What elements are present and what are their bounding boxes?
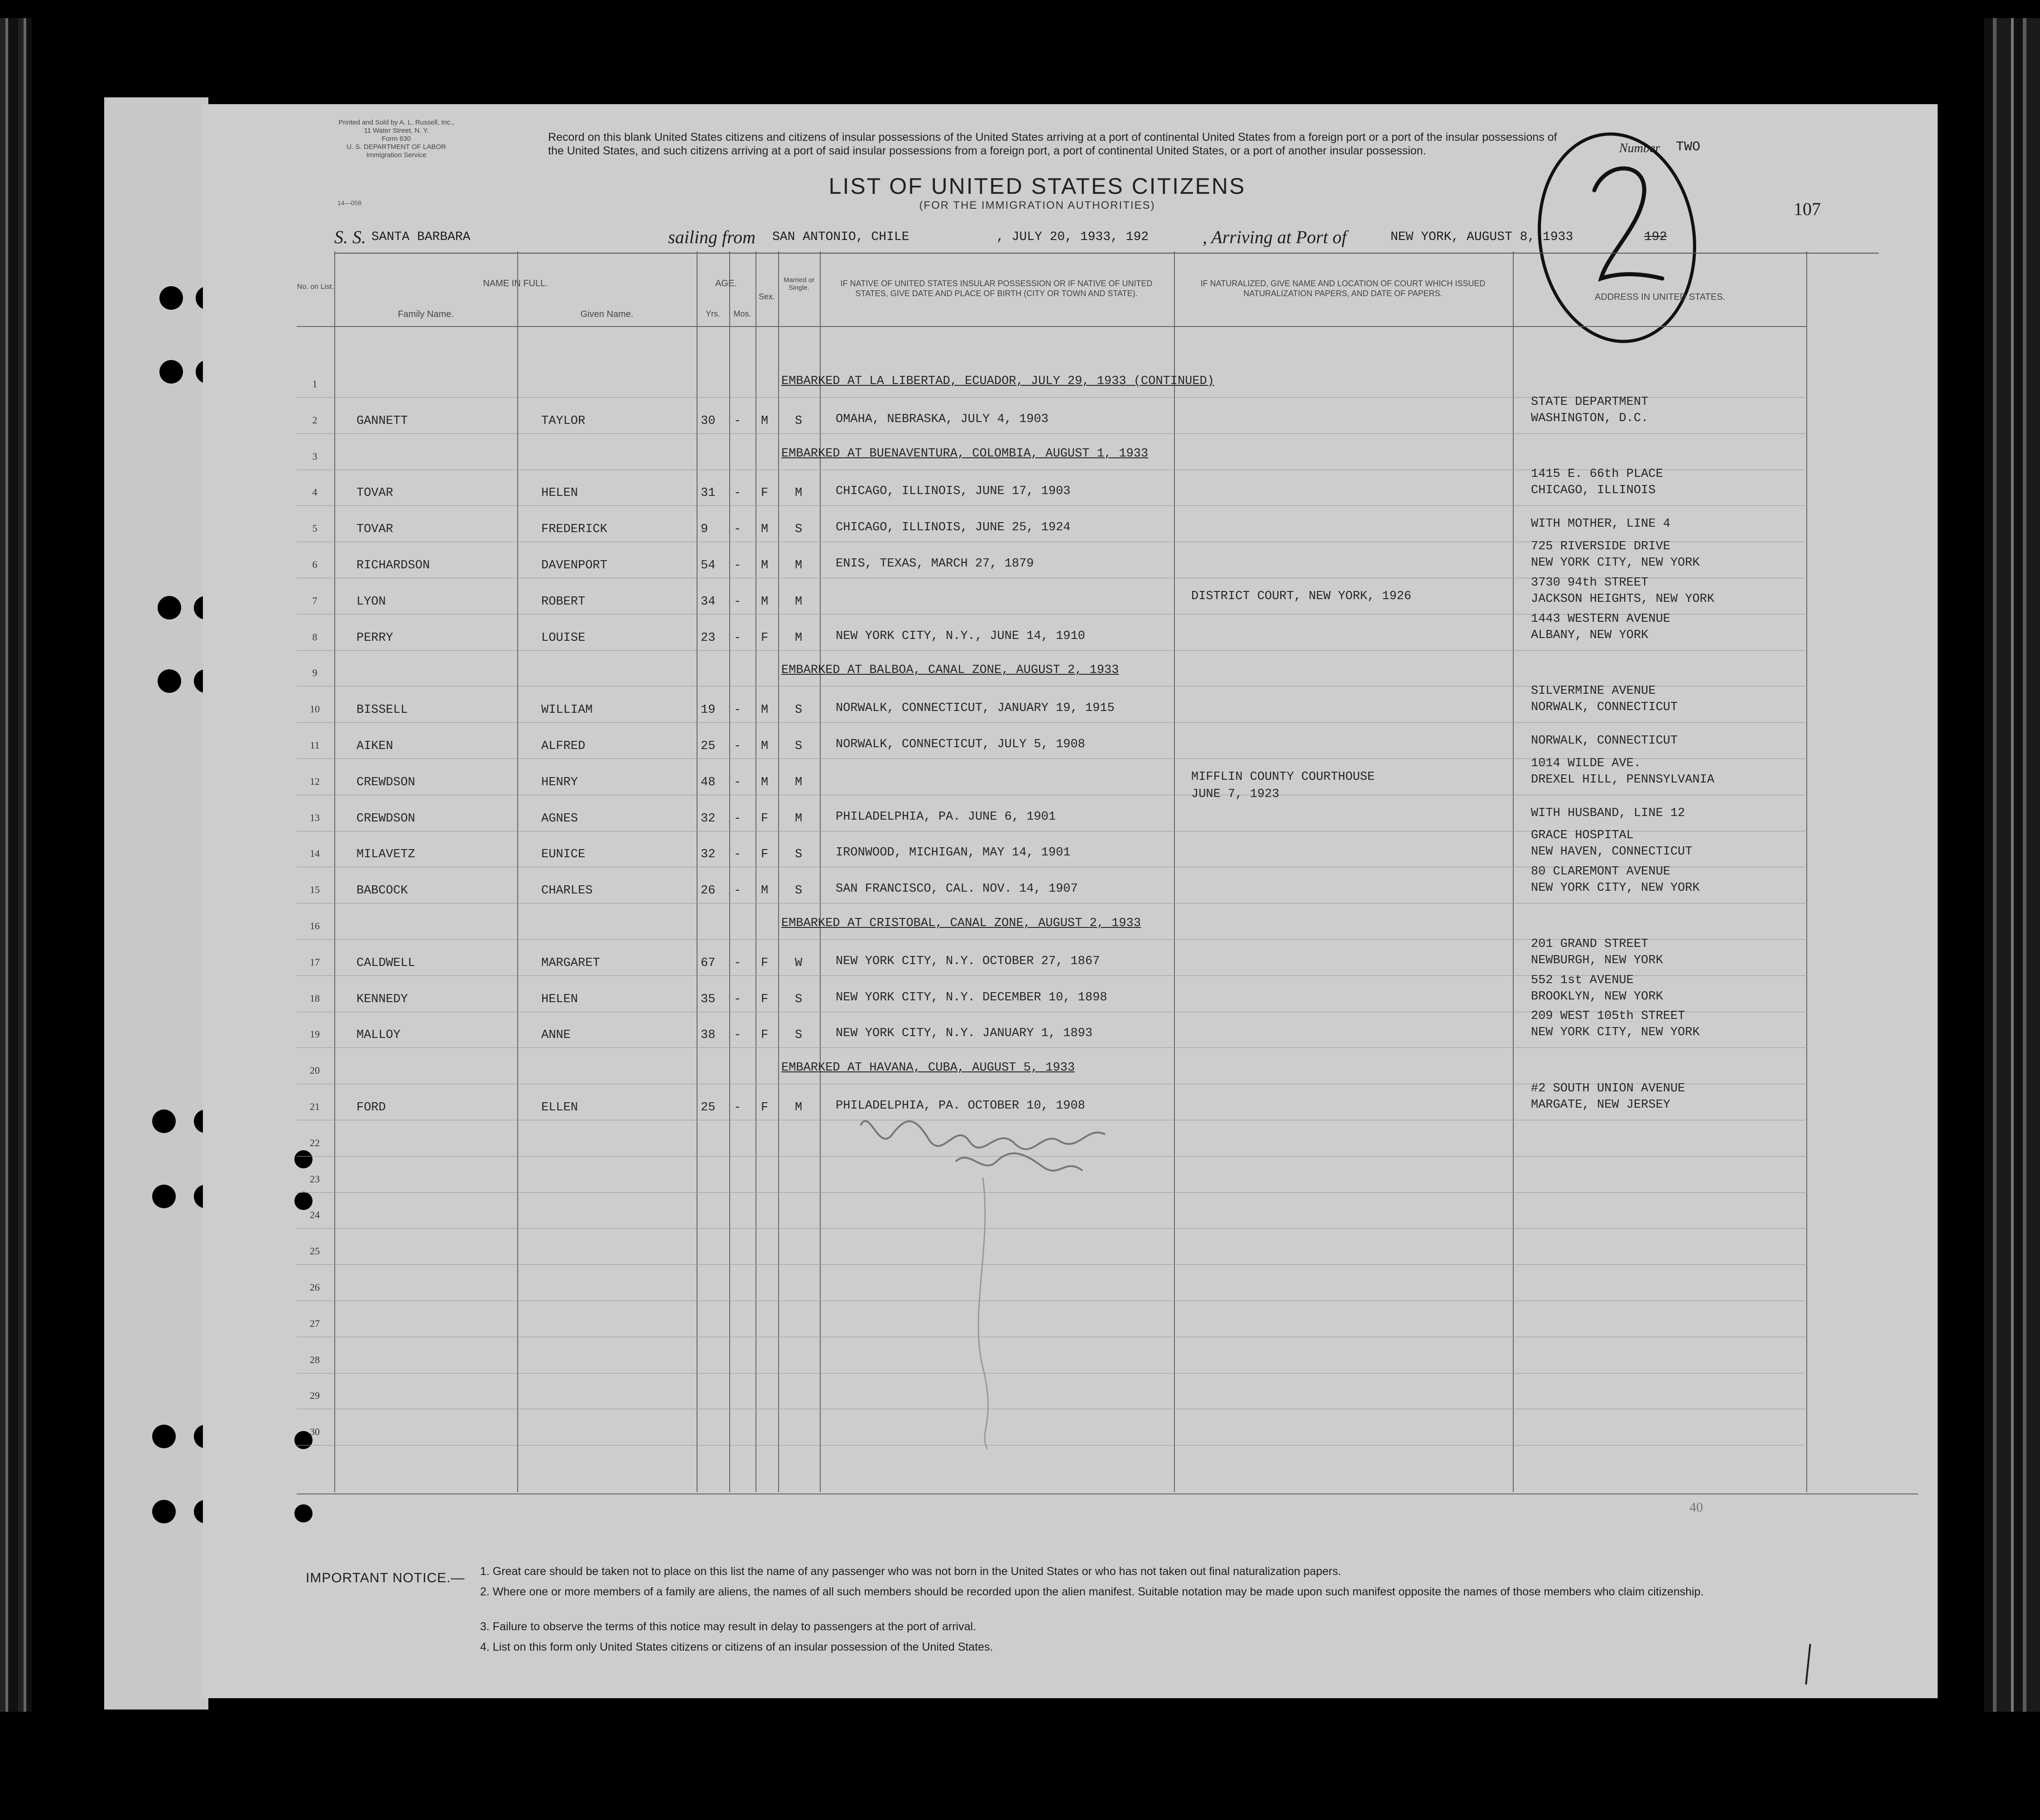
line-number: 6: [312, 559, 318, 570]
line-number: 7: [312, 595, 318, 606]
us-address: WITH MOTHER, LINE 4: [1531, 517, 1670, 531]
section-heading: EMBARKED AT BALBOA, CANAL ZONE, AUGUST 2, 1933: [781, 663, 1119, 677]
notice-item: 3. Failure to observe the terms of this notice may result in delay to passengers at the port of arrival.: [480, 1620, 976, 1633]
sex: F: [761, 631, 769, 645]
family-name: CREWDSON: [356, 812, 415, 826]
col-header-yrs: Yrs.: [705, 309, 720, 318]
family-name: MALLOY: [356, 1028, 401, 1042]
page-number: 107: [1794, 199, 1821, 219]
us-address: 209 WEST 105th STREET: [1531, 1009, 1685, 1023]
family-name: AIKEN: [356, 740, 394, 753]
us-address: NEW YORK CITY, NEW YORK: [1531, 556, 1700, 570]
line-number: 18: [310, 992, 320, 1004]
family-name: KENNEDY: [356, 992, 408, 1006]
birth-place-date: NEW YORK CITY, N.Y., JUNE 14, 1910: [836, 629, 1085, 643]
line-number: 21: [310, 1101, 320, 1112]
number-value: TWO: [1676, 139, 1701, 155]
punch-hole: [159, 286, 183, 310]
sex: F: [761, 812, 769, 826]
line-number: 28: [310, 1354, 320, 1365]
us-address: 725 RIVERSIDE DRIVE: [1531, 540, 1670, 553]
col-header-mos: Mos.: [733, 309, 751, 318]
given-name: ROBERT: [541, 595, 586, 609]
us-address: STATE DEPARTMENT: [1531, 395, 1649, 409]
us-address: 1415 E. 66th PLACE: [1531, 467, 1663, 481]
row-rule: [297, 1192, 1807, 1193]
birth-place-date: SAN FRANCISCO, CAL. NOV. 14, 1907: [836, 882, 1078, 896]
birth-place-date: ENIS, TEXAS, MARCH 27, 1879: [836, 557, 1034, 571]
sex: F: [761, 992, 769, 1006]
marital-status: M: [795, 1101, 803, 1114]
printer-line: Immigration Service: [366, 151, 427, 159]
sex: M: [761, 703, 769, 717]
sex: M: [761, 884, 769, 898]
birth-place-date: NORWALK, CONNECTICUT, JULY 5, 1908: [836, 738, 1085, 751]
age-years: 48: [701, 775, 716, 789]
punch-hole: [152, 1185, 176, 1208]
us-address: NEWBURGH, NEW YORK: [1531, 953, 1663, 967]
us-address: NEW HAVEN, CONNECTICUT: [1531, 845, 1693, 859]
age-months: -: [734, 956, 741, 970]
birth-place-date: PHILADELPHIA, PA. OCTOBER 10, 1908: [836, 1099, 1085, 1113]
number-label: Number: [1619, 141, 1660, 155]
given-name: HELEN: [541, 486, 578, 500]
arrival-info: NEW YORK, AUGUST 8, 1933: [1390, 230, 1573, 244]
family-name: BISSELL: [356, 703, 408, 717]
row-rule: [297, 1228, 1807, 1229]
line-number: 12: [310, 775, 320, 787]
section-heading: EMBARKED AT LA LIBERTAD, ECUADOR, JULY 29, 1933 (CONTINUED): [781, 375, 1214, 388]
age-years: 38: [701, 1028, 716, 1042]
age-months: -: [734, 1028, 741, 1042]
col-header-naturalized: IF NATURALIZED, GIVE NAME AND LOCATION OF COURT WHICH ISSUED NATURALIZATION PAPERS, AND DATE OF PAPERS.: [1200, 279, 1486, 298]
given-name: MARGARET: [541, 956, 600, 970]
age-years: 25: [701, 740, 716, 753]
handwritten-signature-scribble: [852, 1098, 1150, 1189]
given-name: DAVENPORT: [541, 559, 607, 572]
age-years: 67: [701, 956, 716, 970]
page-subtitle: (FOR THE IMMIGRATION AUTHORITIES): [919, 199, 1155, 211]
family-name: CREWDSON: [356, 775, 415, 789]
birth-place-date: CHICAGO, ILLINOIS, JUNE 17, 1903: [836, 485, 1071, 499]
given-name: TAYLOR: [541, 414, 586, 428]
table-bottom-rule: [297, 1493, 1918, 1494]
us-address: WASHINGTON, D.C.: [1531, 411, 1649, 425]
marital-status: W: [795, 956, 803, 970]
us-address: 552 1st AVENUE: [1531, 973, 1634, 987]
sex: M: [761, 523, 769, 537]
notice-title: IMPORTANT NOTICE.—: [306, 1570, 465, 1585]
sex: F: [761, 486, 769, 500]
line-number: 20: [310, 1065, 320, 1076]
us-address: 1014 WILDE AVE.: [1531, 756, 1641, 770]
row-rule: [297, 505, 1807, 506]
punch-hole: [158, 669, 181, 693]
col-header-age: AGE.: [715, 279, 737, 288]
age-years: 23: [701, 631, 716, 645]
age-years: 26: [701, 884, 716, 898]
age-years: 9: [701, 523, 708, 537]
line-number: 11: [310, 740, 320, 751]
line-number: 4: [312, 486, 318, 498]
age-months: -: [734, 703, 741, 717]
col-header-no: No. on List.: [297, 283, 334, 291]
given-name: HENRY: [541, 775, 578, 789]
row-rule: [297, 1047, 1807, 1048]
form-instructions: Record on this blank United States citizens and citizens of insular possessions of the United States arriving at a port of continental United States from a foreign port or a port of the insular possessions of the United States, and such citizens arriving at a port of said insular possessions from a foreign port, a port of continental United States, or a port of another insular possession.: [548, 131, 1557, 157]
line-number: 9: [312, 667, 318, 679]
birth-place-date: NEW YORK CITY, N.Y. JANUARY 1, 1893: [836, 1027, 1093, 1041]
scan-left-edge: [0, 18, 32, 1712]
col-header-married: Married or Single.: [783, 276, 815, 292]
family-name: TOVAR: [356, 523, 394, 537]
marital-status: S: [795, 414, 803, 428]
family-name: PERRY: [356, 631, 394, 645]
arrival-year-printed: 192: [1644, 230, 1667, 244]
birth-place-date: NEW YORK CITY, N.Y. OCTOBER 27, 1867: [836, 954, 1100, 968]
line-number: 13: [310, 812, 320, 823]
given-name: CHARLES: [541, 884, 593, 898]
given-name: LOUISE: [541, 631, 586, 645]
col-header-sex: Sex.: [758, 292, 775, 301]
us-address: WITH HUSBAND, LINE 12: [1531, 806, 1685, 820]
age-years: 19: [701, 703, 716, 717]
us-address: GRACE HOSPITAL: [1531, 829, 1634, 843]
age-years: 34: [701, 595, 716, 609]
family-name: BABCOCK: [356, 884, 408, 898]
line-number: 30: [310, 1426, 320, 1438]
marital-status: S: [795, 703, 803, 717]
age-months: -: [734, 775, 741, 789]
family-name: LYON: [356, 595, 386, 609]
age-years: 31: [701, 486, 716, 500]
line-number: 19: [310, 1028, 320, 1040]
sex: F: [761, 956, 769, 970]
naturalization-court: DISTRICT COURT, NEW YORK, 1926: [1191, 589, 1412, 603]
age-months: -: [734, 1101, 741, 1114]
marital-status: M: [795, 559, 803, 572]
age-years: 35: [701, 992, 716, 1006]
row-rule: [297, 433, 1807, 434]
given-name: ALFRED: [541, 740, 586, 753]
notice-item: 2. Where one or more members of a family are aliens, the names of all such members should be recorded upon the alien manifest. Suitable notation may be made upon such manifest opposite the names of those members who claim citizenship.: [480, 1585, 1704, 1598]
line-number: 25: [310, 1245, 320, 1257]
line-number: 3: [312, 450, 318, 462]
line-number: 22: [310, 1137, 320, 1148]
line-number: 10: [310, 703, 320, 715]
marital-status: S: [795, 740, 803, 753]
age-months: -: [734, 414, 741, 428]
us-address: SILVERMINE AVENUE: [1531, 684, 1656, 698]
marital-status: M: [795, 595, 803, 609]
age-months: -: [734, 486, 741, 500]
line-number: 2: [312, 414, 318, 426]
age-years: 30: [701, 414, 716, 428]
line-number: 29: [310, 1390, 320, 1402]
naturalization-court: MIFFLIN COUNTY COURTHOUSE: [1191, 770, 1375, 784]
sail-date: , JULY 20, 1933, 192: [996, 230, 1149, 244]
us-address: BROOKLYN, NEW YORK: [1531, 989, 1663, 1004]
punch-hole: [152, 1500, 176, 1523]
age-months: -: [734, 631, 741, 645]
printer-imprint: [301, 119, 491, 159]
us-address: NORWALK, CONNECTICUT: [1531, 701, 1678, 715]
row-rule: [297, 1264, 1807, 1265]
printer-line: Printed and Sold by A. L. Russell, Inc.,: [338, 119, 454, 126]
page-title: LIST OF UNITED STATES CITIZENS: [828, 173, 1246, 199]
notice-item: 4. List on this form only United States citizens or citizens of an insular possession of the United States.: [480, 1641, 993, 1653]
birth-place-date: CHICAGO, ILLINOIS, JUNE 25, 1924: [836, 521, 1071, 535]
us-address: CHICAGO, ILLINOIS: [1531, 484, 1656, 498]
us-address: #2 SOUTH UNION AVENUE: [1531, 1082, 1685, 1095]
sex: M: [761, 595, 769, 609]
sailing-label: sailing from: [668, 227, 755, 247]
ship-name: SANTA BARBARA: [371, 230, 471, 244]
marital-status: S: [795, 884, 803, 898]
us-address: JACKSON HEIGHTS, NEW YORK: [1531, 592, 1715, 606]
departure-port: SAN ANTONIO, CHILE: [772, 230, 909, 244]
us-address: NEW YORK CITY, NEW YORK: [1531, 881, 1700, 895]
us-address: ALBANY, NEW YORK: [1531, 628, 1649, 642]
us-address: 80 CLAREMONT AVENUE: [1531, 865, 1670, 879]
section-heading: EMBARKED AT CRISTOBAL, CANAL ZONE, AUGUST 2, 1933: [781, 917, 1141, 930]
age-years: 32: [701, 848, 716, 862]
ss-label: S. S.: [334, 227, 366, 247]
col-header-family: Family Name.: [398, 309, 454, 319]
age-months: -: [734, 595, 741, 609]
marital-status: S: [795, 1028, 803, 1042]
marital-status: M: [795, 812, 803, 826]
us-address: 1443 WESTERN AVENUE: [1531, 612, 1670, 626]
age-months: -: [734, 740, 741, 753]
given-name: FREDERICK: [541, 523, 607, 537]
age-months: -: [734, 812, 741, 826]
line-number: 1: [312, 378, 318, 389]
line-number: 17: [310, 956, 320, 968]
us-address: NORWALK, CONNECTICUT: [1531, 734, 1678, 748]
marital-status: S: [795, 848, 803, 862]
age-months: -: [734, 523, 741, 537]
age-years: 25: [701, 1101, 716, 1114]
printer-line: 11 Water Street, N. Y.: [364, 127, 429, 134]
row-rule: [297, 650, 1807, 651]
marital-status: M: [795, 486, 803, 500]
binding-strip: [104, 97, 208, 1710]
form-code: 14—058: [337, 199, 361, 206]
sex: F: [761, 1101, 769, 1114]
punch-hole: [158, 596, 181, 619]
line-number: 14: [310, 848, 320, 860]
given-name: ELLEN: [541, 1101, 578, 1114]
family-name: TOVAR: [356, 486, 394, 500]
age-years: 54: [701, 559, 716, 572]
birth-place-date: IRONWOOD, MICHIGAN, MAY 14, 1901: [836, 846, 1071, 860]
line-number: 8: [312, 631, 318, 643]
sex: F: [761, 848, 769, 862]
punch-hole: [294, 1504, 313, 1522]
row-rule: [297, 722, 1807, 723]
sex: F: [761, 1028, 769, 1042]
line-number: 27: [310, 1317, 320, 1329]
birth-place-date: OMAHA, NEBRASKA, JULY 4, 1903: [836, 412, 1049, 426]
family-name: FORD: [356, 1101, 386, 1114]
col-header-given: Given Name.: [580, 309, 634, 319]
notice-item: 1. Great care should be taken not to place on this list the name of any passenger who was not born in the United States or who has not taken out final naturalization papers.: [480, 1565, 1342, 1578]
age-months: -: [734, 992, 741, 1006]
given-name: EUNICE: [541, 848, 586, 862]
line-number: 5: [312, 523, 318, 534]
marital-status: S: [795, 992, 803, 1006]
age-months: -: [734, 884, 741, 898]
us-address: 3730 94th STREET: [1531, 576, 1649, 590]
passenger-table: [297, 251, 1807, 1492]
given-name: AGNES: [541, 812, 578, 826]
naturalization-court: JUNE 7, 1923: [1191, 787, 1280, 801]
col-header-name: NAME IN FULL.: [483, 279, 548, 288]
birth-place-date: NEW YORK CITY, N.Y. DECEMBER 10, 1898: [836, 990, 1107, 1004]
family-name: GANNETT: [356, 414, 408, 428]
printer-line: Form 630: [381, 135, 411, 143]
page-code: 40: [1689, 1500, 1703, 1515]
us-address: NEW YORK CITY, NEW YORK: [1531, 1026, 1700, 1040]
line-number: 15: [310, 884, 320, 896]
age-months: -: [734, 848, 741, 862]
family-name: RICHARDSON: [356, 559, 430, 572]
line-number: 16: [310, 920, 320, 932]
us-address: DREXEL HILL, PENNSYLVANIA: [1531, 773, 1715, 787]
punch-hole: [152, 1109, 176, 1133]
col-header-address: ADDRESS IN UNITED STATES.: [1594, 292, 1726, 302]
sex: M: [761, 740, 769, 753]
marital-status: M: [795, 775, 803, 789]
line-number: 26: [310, 1282, 320, 1293]
given-name: WILLIAM: [541, 703, 593, 717]
section-heading: EMBARKED AT BUENAVENTURA, COLOMBIA, AUGUST 1, 1933: [781, 447, 1149, 461]
section-heading: EMBARKED AT HAVANA, CUBA, AUGUST 5, 1933: [781, 1061, 1075, 1075]
sex: M: [761, 414, 769, 428]
sex: M: [761, 559, 769, 572]
given-name: HELEN: [541, 992, 578, 1006]
sex: M: [761, 775, 769, 789]
marital-status: M: [795, 631, 803, 645]
birth-place-date: PHILADELPHIA, PA. JUNE 6, 1901: [836, 810, 1056, 824]
us-address: 201 GRAND STREET: [1531, 937, 1649, 951]
line-number: 24: [310, 1209, 320, 1221]
family-name: CALDWELL: [356, 956, 415, 970]
birth-place-date: NORWALK, CONNECTICUT, JANUARY 19, 1915: [836, 701, 1115, 716]
arriving-label: , Arriving at Port of: [1203, 227, 1347, 247]
col-header-birth: IF NATIVE OF UNITED STATES INSULAR POSSESSION OR IF NATIVE OF UNITED STATES, GIVE DATE AND PLACE OF BIRTH (CITY OR TOWN AND STATE).: [840, 279, 1153, 298]
punch-hole: [159, 360, 183, 384]
age-years: 32: [701, 812, 716, 826]
punch-hole: [152, 1425, 176, 1448]
marital-status: S: [795, 523, 803, 537]
scan-right-edge: [1984, 18, 2040, 1712]
us-address: MARGATE, NEW JERSEY: [1531, 1098, 1670, 1112]
family-name: MILAVETZ: [356, 848, 415, 862]
line-number: 23: [310, 1173, 320, 1185]
pencil-stray-line: [965, 1177, 1001, 1449]
given-name: ANNE: [541, 1028, 571, 1042]
printer-line: U. S. DEPARTMENT OF LABOR: [346, 143, 446, 151]
age-months: -: [734, 559, 741, 572]
